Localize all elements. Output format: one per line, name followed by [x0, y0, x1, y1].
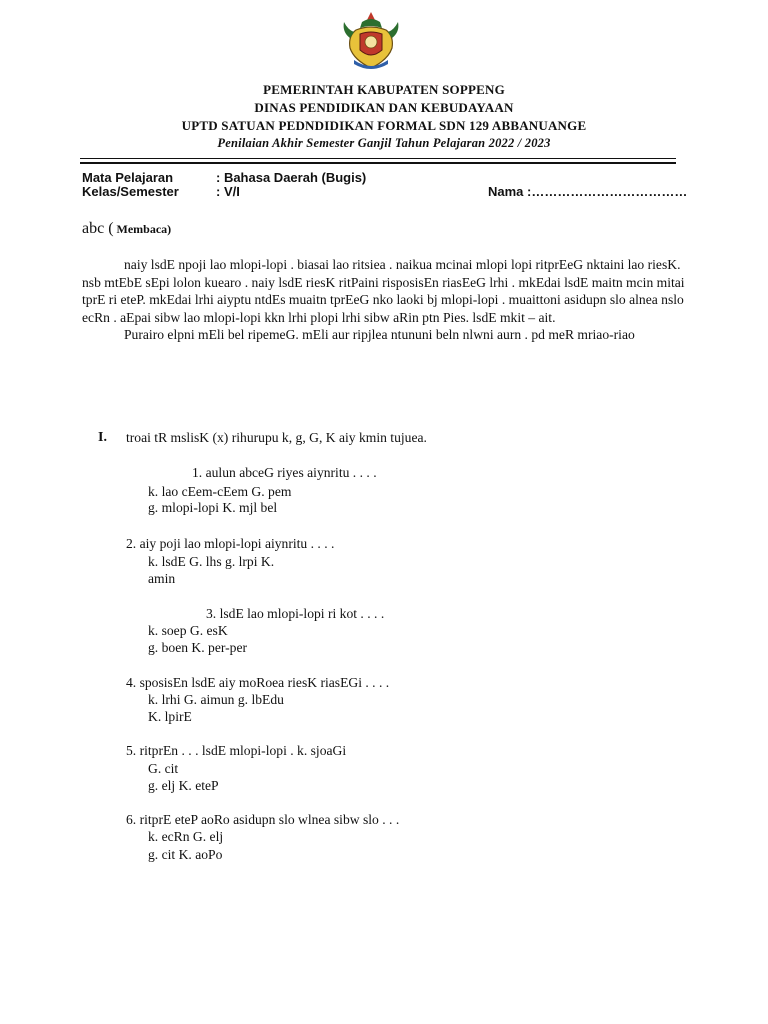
section-title [82, 220, 171, 238]
student-name-field: Nama :……………………………… [488, 184, 688, 199]
header-divider-thin [80, 158, 676, 159]
reading-paragraph-2: Purairo elpni mEli bel ripemeG. mEli aur ripjlea ntununi beln nlwni aurn . pd meR mriao-riao [124, 327, 635, 342]
class-value: : V/I [216, 184, 240, 199]
answer-options-line: k. lrhi G. aimun g. lbEdu [148, 692, 284, 707]
answer-options-line: amin [148, 571, 176, 586]
reading-paragraph-1: naiy lsdE npoji lao mlopi-lopi . biasai lao ritsiea . naikua mcinai mlopi lopi ritprEeG nktaini lao riesK. nsb mtEbE sEpi lolon kuearo . naiy lsdE riesK ritPaini risposisEn riasEeG lrhi . mkEdai lsdE maitn mcin mitai tprE ri eteP. mkEdai lrhi aiyptu ntdEs muaitn tprEeG nko laoki bj mlopi-lopi . muaittoni asidupn slo alnea nslo ecRn . aEpai sibw lao mlopi-lopi kkn lrhi plopi lrhi sibw aRin ptn Pies. lsdE mkit – ait. [82, 257, 685, 325]
answer-options-line: K. lpirE [148, 709, 192, 724]
subject-label: Mata Pelajaran [82, 170, 174, 185]
letterhead-line-exam: Penilaian Akhir Semester Ganjil Tahun Pelajaran 2022 / 2023 [217, 136, 551, 150]
answer-options-line: g. boen K. per-per [148, 640, 247, 655]
question-stem: 1. aulun abceG riyes aiynritu . . . . [192, 465, 377, 480]
question-stem: 6. ritprE eteP aoRo asidupn slo wlnea sibw slo . . . [126, 812, 400, 827]
section-title-main: abc ( [82, 220, 114, 237]
question-stem: 2. aiy poji lao mlopi-lopi aiynritu . . . . [126, 536, 335, 551]
answer-options-line: k. lsdE G. lhs g. lrpi K. [148, 554, 275, 569]
reading-passage [82, 256, 692, 344]
answer-options-line: G. cit [148, 761, 179, 776]
letterhead-line-school: UPTD SATUAN PEDNDIDIKAN FORMAL SDN 129 ABBANUANGE [181, 118, 587, 133]
part-numeral: I. [98, 430, 107, 445]
question-stem: 5. ritprEn . . . lsdE mlopi-lopi . k. sjoaGi [126, 743, 347, 758]
answer-options-line: g. cit K. aoPo [148, 847, 223, 862]
letterhead-line-government: PEMERINTAH KABUPATEN SOPPENG [263, 82, 505, 97]
header-divider-thick [80, 162, 676, 164]
answer-options-line: k. lao cEem-cEem G. pem [148, 484, 292, 499]
answer-options-line: k. ecRn G. elj [148, 829, 224, 844]
subject-value: : Bahasa Daerah (Bugis) [216, 170, 367, 185]
answer-options-line: k. soep G. esK [148, 623, 228, 638]
part-instruction: troai tR mslisK (x) rihurupu k, g, G, K aiy kmin tujuea. [126, 430, 427, 445]
section-title-sub: Membaca) [113, 222, 172, 236]
letterhead-line-department: DINAS PENDIDIKAN DAN KEBUDAYAAN [254, 100, 514, 115]
answer-options-line: g. mlopi-lopi K. mjl bel [148, 500, 278, 515]
answer-options-line: g. elj K. eteP [148, 778, 219, 793]
question-stem: 4. sposisEn lsdE aiy moRoea riesK riasEGi . . . . [126, 675, 390, 690]
question-stem: 3. lsdE lao mlopi-lopi ri kot . . . . [206, 606, 385, 621]
class-label: Kelas/Semester [82, 184, 179, 199]
regency-crest-icon [338, 8, 404, 74]
